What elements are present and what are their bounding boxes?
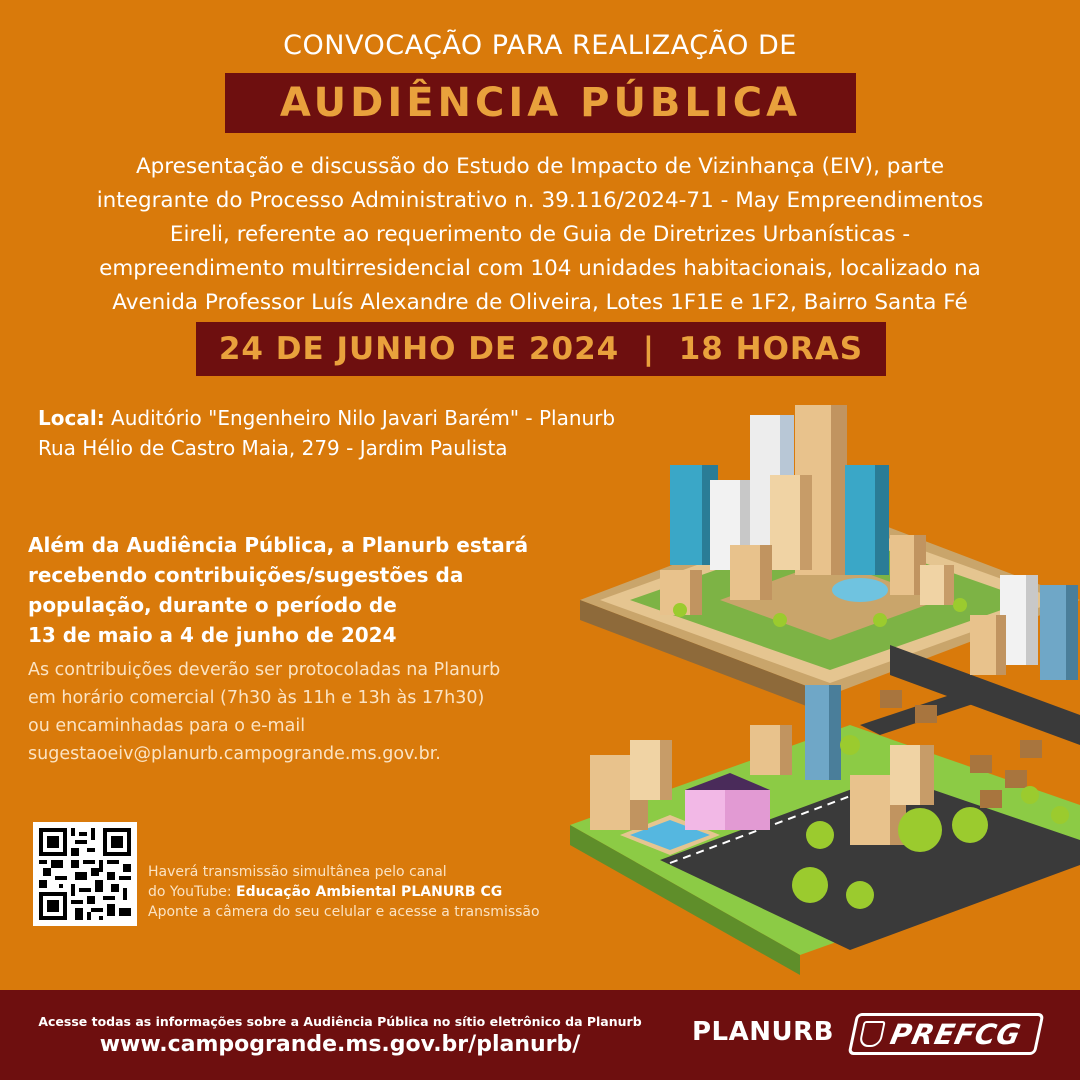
- contributions-heading: [28, 530, 568, 650]
- qr-code-icon[interactable]: [33, 822, 137, 926]
- contrib-head-line: população, durante o período de: [28, 593, 397, 617]
- local-venue: Auditório "Engenheiro Nilo Javari Barém" - Planurb: [104, 406, 616, 430]
- contrib-body-line: em horário comercial (7h30 às 11h e 13h às 17h30): [28, 688, 485, 708]
- description-line: Avenida Professor Luís Alexandre de Oliveira, Lotes 1F1E e 1F2, Bairro Santa Fé: [112, 290, 968, 315]
- description-line: Apresentação e discussão do Estudo de Impacto de Vizinhança (EIV), parte: [135, 154, 945, 179]
- description-line: empreendimento multirresidencial com 104 unidades habitacionais, localizado na: [99, 256, 981, 281]
- contrib-head-line: 13 de maio a 4 de junho de 2024: [28, 623, 397, 647]
- youtube-line: Aponte a câmera do seu celular e acesse a transmissão: [148, 904, 540, 920]
- description-line: integrante do Processo Administrativo n. 39.116/2024-71 - May Empreendimentos: [96, 188, 984, 213]
- contrib-body-line: As contribuições deverão ser protocoladas na Planurb: [28, 660, 501, 680]
- contrib-head-line: Além da Audiência Pública, a Planurb estará: [28, 533, 529, 557]
- youtube-prefix: do YouTube:: [148, 884, 236, 900]
- local-address: Rua Hélio de Castro Maia, 279 - Jardim Paulista: [38, 436, 508, 460]
- youtube-info: [148, 862, 588, 922]
- youtube-channel[interactable]: Educação Ambiental PLANURB CG: [236, 884, 503, 900]
- youtube-line: Haverá transmissão simultânea pelo canal: [148, 864, 447, 880]
- page-title: AUDIÊNCIA PÚBLICA: [279, 80, 802, 126]
- local-label: Local:: [38, 406, 105, 430]
- description-line: Eireli, referente ao requerimento de Guia de Diretrizes Urbanísticas -: [169, 222, 911, 247]
- contrib-head-line: recebendo contribuições/sugestões da: [28, 563, 464, 587]
- contributions-body: [28, 656, 588, 768]
- prefcg-logo-text: PREFCG: [887, 1017, 1025, 1051]
- date-time: 24 DE JUNHO DE 2024 | 18 HORAS: [218, 331, 864, 367]
- footer-url-link[interactable]: www.campogrande.ms.gov.br/planurb/: [99, 1032, 581, 1057]
- city-illustration: [560, 395, 1080, 980]
- description: [40, 150, 1040, 320]
- contrib-email[interactable]: sugestaoeiv@planurb.campogrande.ms.gov.br.: [28, 744, 441, 764]
- prefcg-logo: [848, 1013, 1045, 1055]
- title-banner: [225, 73, 856, 133]
- prefeitura-seal-icon: [858, 1021, 886, 1047]
- contrib-body-line: ou encaminhadas para o e-mail: [28, 716, 306, 736]
- date-banner: [196, 322, 886, 376]
- planurb-logo: PLANURB: [692, 1017, 834, 1047]
- footer-info: Acesse todas as informações sobre a Audiência Pública no sítio eletrônico da Planurb: [38, 1014, 642, 1029]
- pre-title: CONVOCAÇÃO PARA REALIZAÇÃO DE: [283, 30, 797, 61]
